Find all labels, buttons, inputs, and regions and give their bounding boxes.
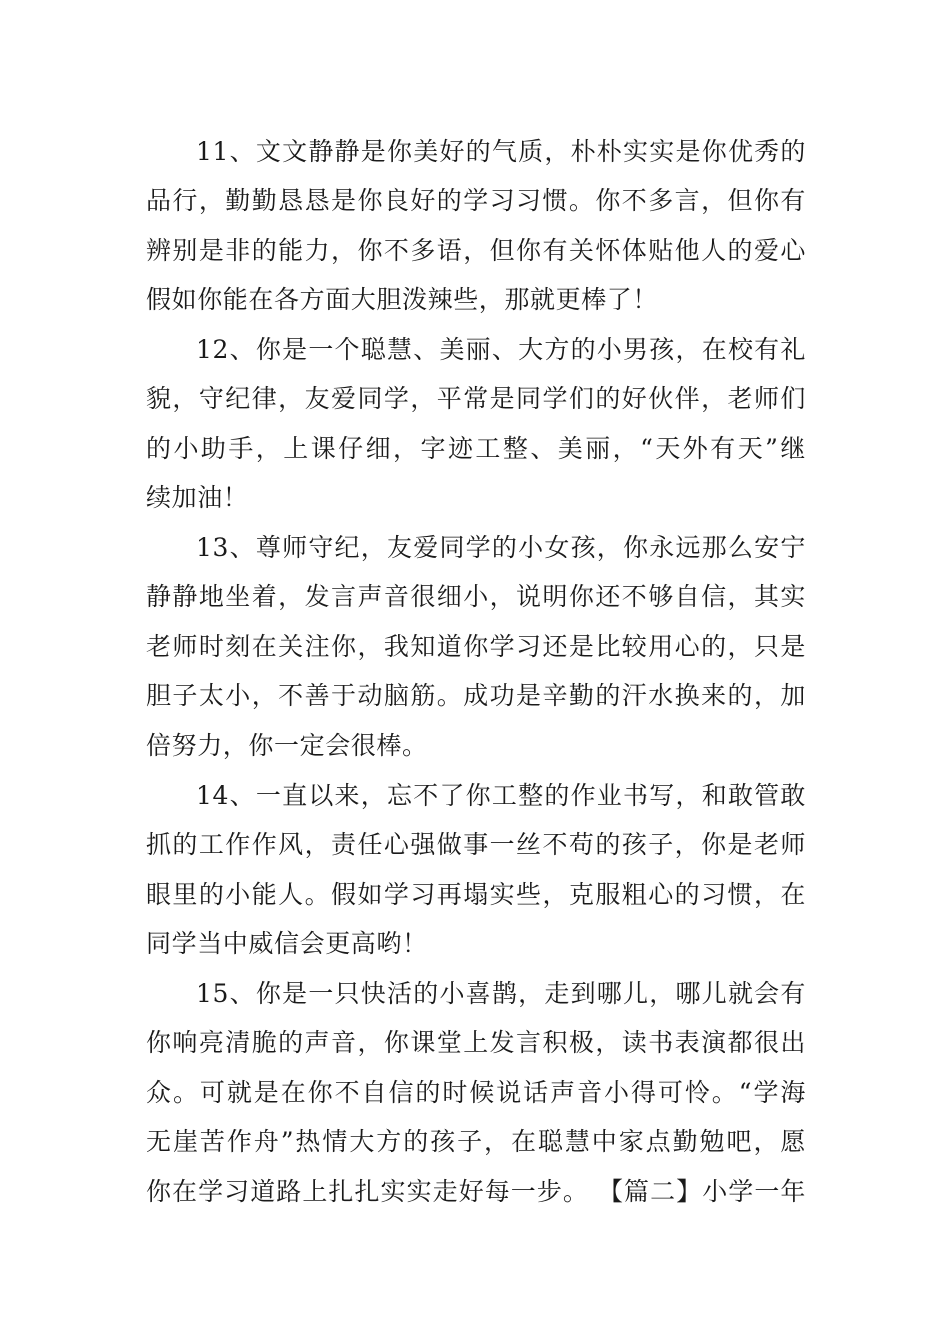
text-line: 14、一直以来，忘不了你工整的作业书写，和敢管敢 [196, 781, 806, 810]
text-line: 众。可就是在你不自信的时候说话声音小得可怜。“学海 [146, 1078, 806, 1107]
text-line: 胆子太小，不善于动脑筋。成功是辛勤的汗水换来的，加 [146, 681, 806, 710]
text-line: 15、你是一只快活的小喜鹊，走到哪儿，哪儿就会有 [196, 979, 806, 1008]
text-line: 静静地坐着，发言声音很细小，说明你还不够自信，其实 [146, 582, 806, 611]
text-line: 眼里的小能人。假如学习再塌实些，克服粗心的习惯，在 [146, 880, 806, 909]
text-line: 的小助手，上课仔细，字迹工整、美丽，“天外有天”继 [146, 434, 806, 463]
text-line: 续加油！ [146, 483, 249, 512]
text-line: 假如你能在各方面大胆泼辣些，那就更棒了！ [146, 285, 659, 314]
text-line: 抓的工作作风，责任心强做事一丝不苟的孩子，你是老师 [146, 830, 806, 859]
text-line: 13、尊师守纪，友爱同学的小女孩，你永远那么安宁 [196, 533, 806, 562]
text-line: 辨别是非的能力，你不多语，但你有关怀体贴他人的爱心 [146, 236, 806, 265]
text-line: 你在学习道路上扎扎实实走好每一步。 【篇二】小学一年 [146, 1177, 806, 1206]
text-line: 无崖苦作舟”热情大方的孩子，在聪慧中家点勤勉吧，愿 [146, 1127, 806, 1156]
text-line: 品行，勤勤恳恳是你良好的学习习惯。你不多言，但你有 [146, 186, 806, 215]
text-line: 同学当中威信会更高哟！ [146, 929, 428, 958]
text-line: 貌，守纪律，友爱同学，平常是同学们的好伙伴，老师们 [146, 384, 806, 413]
text-line: 倍努力，你一定会很棒。 [146, 731, 428, 760]
text-line: 11、文文静静是你美好的气质，朴朴实实是你优秀的 [196, 137, 806, 166]
text-line: 你响亮清脆的声音，你课堂上发言积极，读书表演都很出 [146, 1028, 806, 1057]
text-line: 老师时刻在关注你，我知道你学习还是比较用心的，只是 [146, 632, 806, 661]
text-line: 12、你是一个聪慧、美丽、大方的小男孩，在校有礼 [196, 335, 806, 364]
